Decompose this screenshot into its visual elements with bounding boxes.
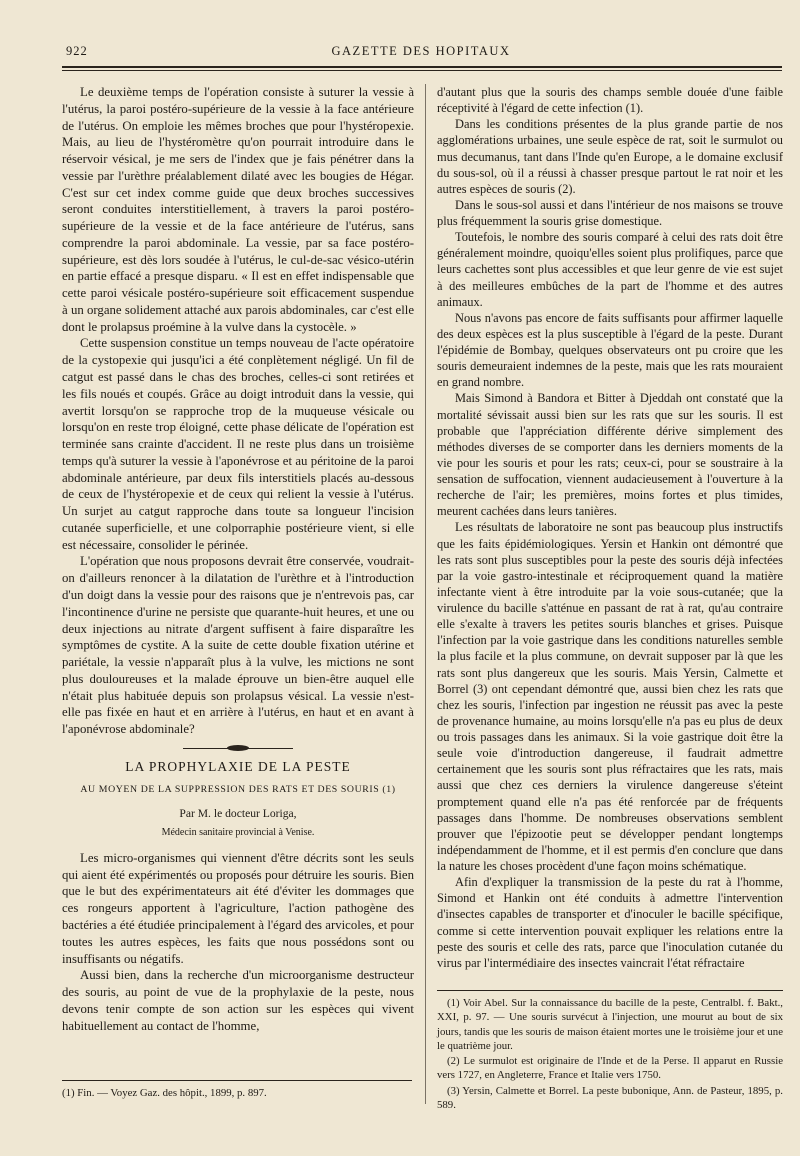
footnote: (1) Voir Abel. Sur la connaissance du bacille de la peste, Centralbl. f. Bakt., XXI, p. 97. — Une souris survécut à l'injection, une mourut au bout de six jours, tandis que les souris de maison étaient mortes une le troisième jour et une le quatrième jour. (437, 997, 783, 1052)
paragraph: Dans les conditions présentes de la plus grande partie de nos agglomérations urbaines, une seule espèce de rat, soit le surmulot ou mus decumanus, tant dans l'Inde qu'en Europe, a le domaine exclusif du sous-sol, où il a réussi à chasser presque partout le rat noir et les autres espèces de souris (2). (437, 117, 783, 196)
footnote-rule (62, 1080, 412, 1081)
section-separator (183, 748, 293, 749)
running-header (62, 44, 780, 64)
paragraph: Dans le sous-sol aussi et dans l'intérieur de nos maisons se trouve plus fréquemment la souris grise domestique. (437, 197, 783, 228)
paragraph: Cette suspension constitue un temps nouveau de l'acte opératoire de la cystopexie qui jusqu'ici a été conplètement négligé. Un fil de catgut est passé dans le chas des broches, celles-ci sont retirées et les fils noués et coupés. Grâce au doigt introduit dans la vessie, qui avertit lorsqu'on se rapproche trop de la muqueuse vésicale ou lorsqu'on en reste trop éloigné, cette phase délicate de l'opération est terminée sans crainte d'accident. Il ne reste plus dans un troisième temps qu'à suturer la vessie à l'aponévrose et au péritoine de la paroi abdominale antérieure, par deux fils interstitiels placés au-dessous de ceux de l'hystéropexie et de ceux qui relient la vessie à l'utérus. Un surjet au catgut rapproche dans toute sa longueur l'incision cutanée superficielle, et une colporraphie postérieure vient, si elle est nécessaire, consolider le périnée. (62, 336, 414, 552)
paragraph: Aussi bien, dans la recherche d'un microorganisme destructeur des souris, au point de vue de la prophylaxie de la peste, nous devons tenir compte de son action sur les espèces qui vivent habituellement au contact de l'homme, (62, 968, 414, 1033)
paragraph: Toutefois, le nombre des souris comparé à celui des rats doit être généralement moindre, quoiqu'elles soient plus prolifiques, parce que leurs cachettes sont plus accessibles et que leur genre de vie est sujet à des meilleures embûches de la part de l'homme et des autres animaux. (437, 230, 783, 309)
paragraph: d'autant plus que la souris des champs semble douée d'une faible réceptivité à l'égard de cette infection (1). (437, 85, 783, 116)
footnotes (437, 996, 783, 1113)
column-divider (425, 84, 426, 1104)
right-column (437, 84, 783, 971)
article-affiliation: Médecin sanitaire provincial à Venise. (161, 827, 315, 839)
article-author: Par M. le docteur Loriga, (179, 807, 297, 821)
header-rule-thin (62, 70, 782, 71)
article-subtitle: AU MOYEN DE LA SUPPRESSION DES RATS ET DES SOURIS (1) (80, 783, 396, 795)
paragraph: Les micro-organismes qui viennent d'être décrits sont les seuls qui aient été expérimentés ou proposés pour détruire les souris. Bien que le but des expérimentateurs ait été d'éviter les dommages que ces rongeurs apportent à l'agriculture, l'action pathogène des bactéries a été étudiée principalement à l'égard des arvicoles, et pour toutes les autres espèces, les faits que nous possédons sont ou insuffisants ou négatifs. (62, 850, 414, 966)
article-title: LA PROPHYLAXIE DE LA PESTE (125, 758, 351, 774)
paragraph: L'opération que nous proposons devrait être conservée, voudrait-on d'ailleurs renoncer à la dilatation de l'urèthre et à l'introduction d'un doigt dans la vessie pour des raisons que je n'entrevois pas, car l'incontinence d'urine ne persiste que quarante-huit heures, et une ou deux injections au nitrate d'argent suffisent à faire disparaître les symptômes de cystite. A la suite de cette double fixation utérine et pariétale, la vessie n'apparaît plus à la vulve, les mictions ne sont plus douloureuses et la malade éprouve un bien-être auquel elle n'était plus habituée depuis son prolapsus vésical. La vessie n'est-elle pas fixée en haut et en arrière à l'utérus, en haut et en avant à l'aponévrose abdominale? (62, 554, 414, 737)
footnote: (3) Yersin, Calmette et Borrel. La peste bubonique, Ann. de Pasteur, 1895, p. 589. (437, 1084, 783, 1112)
left-column (62, 84, 414, 1034)
footnote: (2) Le surmulot est originaire de l'Inde et de la Perse. Il apparut en Russie vers 1727, en Angleterre, France et Italie vers 1750. (437, 1055, 783, 1082)
paragraph: Les résultats de laboratoire ne sont pas beaucoup plus instructifs que les faits épidémiologiques. Yersin et Hankin ont démontré que les rats sont plus susceptibles pour la peste des souris déjà infectées par la voie gastro-intestinale et réciproquement quand la matière infectante vient à être introduite par la voie sous-cutanée; que la virulence du bacille s'atténue en passant de rat à rat, qu'au contraire elle s'exalte à travers les petites souris blanches et grises. Puisque l'infection par la voie gastrique dans les conditions naturelles semble la plus facile et la plus commune, on devrait supposer par là que les rats sont plus dangereux que les souris. Mais Yersin, Calmette et Borrel (3) ont cependant démontré que, aussi bien chez les rats que chez les souris, l'infection par ingestion ne réussit pas avec la peste de provenance humaine, au moins lorsqu'elle n'a pas eu plus de deux ou trois passages dans les animaux. Si la voie gastrique doit être la seule voie d'introduction dangereuse, il faudrait admettre certainement que les souris sont plus réfractaires que les rats, mais aussi que chez ces derniers la virulence dangereuse s'éteint promptement quand elle n'a pas été renforcée par de fréquents passages dans l'homme. De nombreuses observations semblent prouver que l'épizootie peut se développer pendant longtemps indépendamment de l'homme, et il est permis d'en conclure que dans la nature les choses procèdent d'une façon moins schématique. (437, 520, 783, 873)
footnote: (1) Fin. — Voyez Gaz. des hôpit., 1899, p. 897. (62, 1087, 267, 1099)
paragraph: Mais Simond à Bandora et Bitter à Djeddah ont constaté que la mortalité sévissait aussi bien sur les rats que sur les souris. Il est probable que l'appréciation différente dérive simplement des méthodes diverses de se comporter dans les derniers moments de la vie pour les souris et pour les rats; ceux-ci, pour se soustraire à la sensation de suffocation, viennent audacieusement à l'ouverture à la recherche de l'air; les premières, moins fortes et plus timides, meurent cachées dans leurs tanières. (437, 391, 783, 519)
paragraph: Afin d'expliquer la transmission de la peste du rat à l'homme, Simond et Hankin ont été conduits à admettre l'intervention d'insectes capables de transporter et d'inoculer le bacille spécifique, comme si cette intervention pouvait expliquer les relations entre la peste des souris et celle des rats, parce que l'inoculation cutanée du virus par l'intermédiaire des insectes vaincrait l'état réfractaire (437, 875, 783, 970)
journal-title: GAZETTE DES HOPITAUX (331, 44, 511, 58)
footnote-rule (437, 990, 783, 991)
header-rule (62, 66, 782, 68)
paragraph: Le deuxième temps de l'opération consiste à suturer la vessie à l'utérus, la paroi postéro-supérieure de la vessie à la face antérieure de l'utérus. On emploie les mêmes broches que pour l'hystéropexie. Mais, au lieu de l'hystéromètre qu'on pourrait introduire dans le réservoir vésical, je me sers de l'index que je fais pénétrer dans la vessie par l'urèthre préalablement dilaté avec les bougies de Hégar. C'est sur cet index comme guide que deux broches successives seront conduites interstitiellement, à travers la paroi postéro-supérieure de la vessie et de la face antérieure de l'utérus, sans comprendre la paroi abdominale. La vessie, par sa face postéro-supérieure, est dès lors soudée à l'utérus, le cul-de-sac vésico-utérin en partie effacé a presque disparu. « Il est en effet indispensable que cette paroi vésicale postéro-supérieure soit efficacement suspendue à un organe solidement attaché aux parois abdominales, car c'est elle dont le prolapsus proémine à la vulve dans la cystocèle. » (62, 85, 414, 334)
paragraph: Nous n'avons pas encore de faits suffisants pour affirmer laquelle des deux espèces est la plus susceptible à l'égard de la peste. Durant l'épidémie de Bombay, quelques observateurs ont pu croire que les souris demeuraient indemnes de la peste, mais que les rats mouraient en grand nombre. (437, 310, 783, 390)
page-number: 922 (66, 44, 88, 58)
